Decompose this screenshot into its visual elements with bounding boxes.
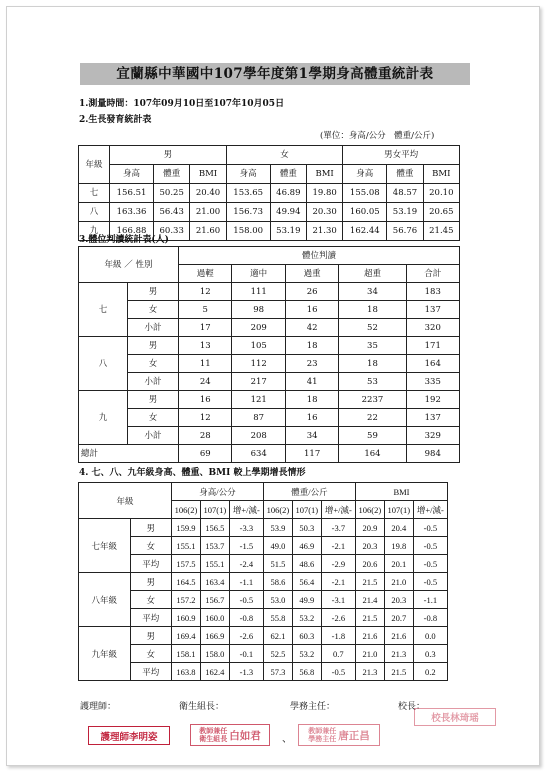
value-cell: 62.1 bbox=[263, 627, 292, 645]
value-cell: 21.5 bbox=[355, 609, 384, 627]
table-row bbox=[79, 409, 460, 427]
value-cell: 20.4 bbox=[384, 519, 413, 537]
value-cell: 20.6 bbox=[355, 555, 384, 573]
principal-stamp-text: 校長林琦瑶 bbox=[431, 713, 479, 724]
value-cell: -1.1 bbox=[229, 573, 263, 591]
value-cell: 60.3 bbox=[292, 627, 321, 645]
value-cell: 335 bbox=[406, 373, 459, 391]
value-cell: 0.0 bbox=[413, 627, 447, 645]
increase-subheader: 增+/減- bbox=[413, 501, 447, 519]
grade-cell: 七 bbox=[79, 184, 110, 203]
value-cell: 208 bbox=[232, 427, 285, 445]
value-cell: 169.4 bbox=[172, 627, 201, 645]
value-cell: 156.51 bbox=[110, 184, 154, 203]
gender-cell: 平均 bbox=[130, 555, 171, 573]
grade-header: 年級 bbox=[79, 146, 110, 184]
value-cell: 21.45 bbox=[423, 222, 459, 241]
value-cell: 50.3 bbox=[292, 519, 321, 537]
value-cell: 155.1 bbox=[200, 555, 229, 573]
value-cell: 183 bbox=[406, 283, 459, 301]
increase-subheader: 107(1) bbox=[200, 501, 229, 519]
value-cell: 20.65 bbox=[423, 203, 459, 222]
value-cell: 20.3 bbox=[355, 537, 384, 555]
value-cell: -2.1 bbox=[321, 537, 355, 555]
growth-subheader: 身高 bbox=[226, 165, 270, 184]
value-cell: 53.2 bbox=[292, 645, 321, 663]
value-cell: 53.19 bbox=[270, 222, 306, 241]
value-cell: 18 bbox=[285, 391, 338, 409]
value-cell: 21.5 bbox=[355, 573, 384, 591]
value-cell: 21.6 bbox=[384, 627, 413, 645]
value-cell: 53.9 bbox=[263, 519, 292, 537]
total-row bbox=[79, 445, 460, 463]
value-cell: 57.3 bbox=[263, 663, 292, 681]
value-cell: 35 bbox=[339, 337, 406, 355]
value-cell: 153.65 bbox=[226, 184, 270, 203]
value-cell: 21.60 bbox=[190, 222, 226, 241]
value-cell: 329 bbox=[406, 427, 459, 445]
value-cell: 21.0 bbox=[355, 645, 384, 663]
group-header-male: 男 bbox=[110, 146, 227, 165]
value-cell: 156.7 bbox=[200, 591, 229, 609]
table-row bbox=[79, 355, 460, 373]
increase-group-bmi: BMI bbox=[355, 483, 447, 501]
value-cell: 112 bbox=[232, 355, 285, 373]
value-cell: 158.0 bbox=[200, 645, 229, 663]
value-cell: -0.8 bbox=[229, 609, 263, 627]
value-cell: 98 bbox=[232, 301, 285, 319]
value-cell: 158.00 bbox=[226, 222, 270, 241]
physique-group-header: 體位判讀 bbox=[179, 247, 460, 265]
value-cell: -1.1 bbox=[413, 591, 447, 609]
academic-stamp-title bbox=[308, 727, 336, 743]
value-cell: 52.5 bbox=[263, 645, 292, 663]
value-cell: 20.3 bbox=[384, 591, 413, 609]
value-cell: -1.8 bbox=[321, 627, 355, 645]
value-cell: 155.1 bbox=[172, 537, 201, 555]
value-cell: 320 bbox=[406, 319, 459, 337]
value-cell: 51.5 bbox=[263, 555, 292, 573]
principal-stamp bbox=[414, 708, 496, 726]
value-cell: 21.3 bbox=[384, 645, 413, 663]
total-value-cell: 69 bbox=[179, 445, 232, 463]
physique-column-header: 過重 bbox=[285, 265, 338, 283]
table-row bbox=[79, 319, 460, 337]
value-cell: -2.6 bbox=[229, 627, 263, 645]
health-chief-stamp bbox=[190, 724, 270, 746]
health-chief-stamp-title bbox=[199, 727, 227, 743]
increase-subheader: 106(2) bbox=[263, 501, 292, 519]
gender-cell: 小計 bbox=[128, 319, 179, 337]
value-cell: 156.5 bbox=[200, 519, 229, 537]
value-cell: 2237 bbox=[339, 391, 406, 409]
increase-group-height: 身高/公分 bbox=[172, 483, 264, 501]
growth-subheader: 體重 bbox=[154, 165, 190, 184]
value-cell: 59 bbox=[339, 427, 406, 445]
grade-gender-header: 年級 ／ 性別 bbox=[79, 247, 179, 283]
value-cell: 17 bbox=[179, 319, 232, 337]
value-cell: 16 bbox=[285, 301, 338, 319]
table-row bbox=[79, 373, 460, 391]
increase-group-weight: 體重/公斤 bbox=[263, 483, 355, 501]
value-cell: 160.0 bbox=[200, 609, 229, 627]
table-row bbox=[79, 427, 460, 445]
value-cell: 55.8 bbox=[263, 609, 292, 627]
value-cell: 105 bbox=[232, 337, 285, 355]
value-cell: 87 bbox=[232, 409, 285, 427]
value-cell: 0.7 bbox=[321, 645, 355, 663]
value-cell: 34 bbox=[285, 427, 338, 445]
value-cell: 158.1 bbox=[172, 645, 201, 663]
value-cell: 0.2 bbox=[413, 663, 447, 681]
measurement-period: 1.測量時間：107年09月10日至107年10月05日 bbox=[79, 99, 285, 109]
value-cell: -0.5 bbox=[321, 663, 355, 681]
gender-cell: 女 bbox=[130, 537, 171, 555]
table-row bbox=[79, 391, 460, 409]
table-row bbox=[79, 627, 448, 645]
table-row bbox=[79, 301, 460, 319]
section-growth-title: 2.生長發育統計表 bbox=[79, 115, 152, 125]
value-cell: 166.88 bbox=[110, 222, 154, 241]
value-cell: -3.1 bbox=[321, 591, 355, 609]
gender-cell: 男 bbox=[128, 391, 179, 409]
gender-cell: 男 bbox=[128, 283, 179, 301]
growth-subheader: BMI bbox=[423, 165, 459, 184]
value-cell: 23 bbox=[285, 355, 338, 373]
value-cell: 153.7 bbox=[200, 537, 229, 555]
value-cell: 21.3 bbox=[355, 663, 384, 681]
value-cell: 0.3 bbox=[413, 645, 447, 663]
value-cell: -0.1 bbox=[229, 645, 263, 663]
table-row bbox=[79, 609, 448, 627]
grade-cell: 七年級 bbox=[79, 519, 131, 573]
academic-director-stamp-name: 唐正昌 bbox=[338, 729, 370, 742]
table-row bbox=[79, 184, 460, 203]
academic-director-stamp bbox=[298, 724, 380, 746]
gender-cell: 女 bbox=[130, 645, 171, 663]
value-cell: 41 bbox=[285, 373, 338, 391]
health-chief-signature-label: 衛生組長： bbox=[179, 702, 225, 712]
value-cell: 13 bbox=[179, 337, 232, 355]
gender-cell: 小計 bbox=[128, 427, 179, 445]
growth-subheader: 身高 bbox=[343, 165, 387, 184]
academic-stamp-title-1: 教師兼任 bbox=[308, 726, 337, 735]
value-cell: 155.08 bbox=[343, 184, 387, 203]
value-cell: 34 bbox=[339, 283, 406, 301]
value-cell: 53.2 bbox=[292, 609, 321, 627]
value-cell: 217 bbox=[232, 373, 285, 391]
total-value-cell: 634 bbox=[232, 445, 285, 463]
increase-grade-header: 年級 bbox=[79, 483, 172, 519]
health-chief-stamp-title-1: 教師兼任 bbox=[199, 726, 228, 735]
gender-cell: 女 bbox=[128, 355, 179, 373]
value-cell: 21.4 bbox=[355, 591, 384, 609]
value-cell: 24 bbox=[179, 373, 232, 391]
health-chief-stamp-name: 白如君 bbox=[229, 729, 261, 742]
value-cell: 48.57 bbox=[387, 184, 423, 203]
value-cell: -0.5 bbox=[229, 591, 263, 609]
physique-column-header: 合計 bbox=[406, 265, 459, 283]
value-cell: 166.9 bbox=[200, 627, 229, 645]
value-cell: 46.9 bbox=[292, 537, 321, 555]
gender-cell: 女 bbox=[128, 409, 179, 427]
health-chief-stamp-title-2: 衛生組長 bbox=[199, 734, 228, 743]
value-cell: -3.3 bbox=[229, 519, 263, 537]
gender-cell: 男 bbox=[130, 573, 171, 591]
value-cell: 53.0 bbox=[263, 591, 292, 609]
increase-subheader: 107(1) bbox=[292, 501, 321, 519]
increase-subheader: 107(1) bbox=[384, 501, 413, 519]
nurse-stamp bbox=[88, 726, 170, 745]
grade-cell: 八 bbox=[79, 203, 110, 222]
value-cell: 56.4 bbox=[292, 573, 321, 591]
value-cell: 162.44 bbox=[343, 222, 387, 241]
value-cell: 21.6 bbox=[355, 627, 384, 645]
table-row bbox=[79, 645, 448, 663]
growth-subheader: BMI bbox=[306, 165, 342, 184]
value-cell: 157.5 bbox=[172, 555, 201, 573]
gender-cell: 平均 bbox=[130, 663, 171, 681]
increase-table bbox=[78, 482, 448, 681]
value-cell: 159.9 bbox=[172, 519, 201, 537]
value-cell: 164.5 bbox=[172, 573, 201, 591]
value-cell: 171 bbox=[406, 337, 459, 355]
value-cell: 28 bbox=[179, 427, 232, 445]
growth-subheader: BMI bbox=[190, 165, 226, 184]
increase-subheader: 增+/減- bbox=[229, 501, 263, 519]
value-cell: 163.4 bbox=[200, 573, 229, 591]
academic-stamp-title-2: 學務主任 bbox=[308, 734, 337, 743]
value-cell: 192 bbox=[406, 391, 459, 409]
section-physique-title: 3.體位判讀統計表(人) bbox=[79, 235, 169, 245]
value-cell: 53.19 bbox=[387, 203, 423, 222]
value-cell: 60.33 bbox=[154, 222, 190, 241]
value-cell: 21.00 bbox=[190, 203, 226, 222]
table-row bbox=[79, 537, 448, 555]
value-cell: -2.9 bbox=[321, 555, 355, 573]
value-cell: 20.9 bbox=[355, 519, 384, 537]
group-header-average: 男女平均 bbox=[343, 146, 460, 165]
growth-table bbox=[78, 145, 460, 241]
value-cell: 163.8 bbox=[172, 663, 201, 681]
value-cell: 12 bbox=[179, 283, 232, 301]
value-cell: 18 bbox=[285, 337, 338, 355]
total-label: 總計 bbox=[79, 445, 179, 463]
value-cell: 157.2 bbox=[172, 591, 201, 609]
gender-cell: 男 bbox=[130, 627, 171, 645]
table-row bbox=[79, 591, 448, 609]
growth-subheader: 體重 bbox=[387, 165, 423, 184]
growth-subheader: 身高 bbox=[110, 165, 154, 184]
value-cell: 164 bbox=[406, 355, 459, 373]
total-value-cell: 117 bbox=[285, 445, 338, 463]
value-cell: 20.40 bbox=[190, 184, 226, 203]
value-cell: 52 bbox=[339, 319, 406, 337]
value-cell: 111 bbox=[232, 283, 285, 301]
value-cell: 11 bbox=[179, 355, 232, 373]
principal-signature-label: 校長： bbox=[398, 702, 426, 712]
value-cell: -2.6 bbox=[321, 609, 355, 627]
increase-subheader: 106(2) bbox=[172, 501, 201, 519]
value-cell: 50.25 bbox=[154, 184, 190, 203]
physique-table bbox=[78, 246, 460, 463]
value-cell: -0.5 bbox=[413, 573, 447, 591]
table-row bbox=[79, 555, 448, 573]
gender-cell: 男 bbox=[130, 519, 171, 537]
value-cell: 16 bbox=[285, 409, 338, 427]
table-row bbox=[79, 663, 448, 681]
value-cell: 49.94 bbox=[270, 203, 306, 222]
value-cell: -2.1 bbox=[321, 573, 355, 591]
value-cell: 137 bbox=[406, 301, 459, 319]
total-value-cell: 984 bbox=[406, 445, 459, 463]
increase-subheader: 增+/減- bbox=[321, 501, 355, 519]
value-cell: 121 bbox=[232, 391, 285, 409]
value-cell: 53 bbox=[339, 373, 406, 391]
value-cell: 18 bbox=[339, 355, 406, 373]
value-cell: -0.8 bbox=[413, 609, 447, 627]
section-increase-title: 4. 七、八、九年級身高、體重、BMI 較上學期增長情形 bbox=[79, 468, 306, 478]
group-header-female: 女 bbox=[226, 146, 343, 165]
gender-cell: 小計 bbox=[128, 373, 179, 391]
value-cell: 22 bbox=[339, 409, 406, 427]
value-cell: 26 bbox=[285, 283, 338, 301]
value-cell: 16 bbox=[179, 391, 232, 409]
value-cell: 46.89 bbox=[270, 184, 306, 203]
value-cell: -0.5 bbox=[413, 537, 447, 555]
value-cell: -2.4 bbox=[229, 555, 263, 573]
value-cell: 162.4 bbox=[200, 663, 229, 681]
value-cell: 42 bbox=[285, 319, 338, 337]
gender-cell: 女 bbox=[130, 591, 171, 609]
value-cell: 160.9 bbox=[172, 609, 201, 627]
value-cell: -0.5 bbox=[413, 555, 447, 573]
document-title: 宜蘭縣中華國中107學年度第1學期身高體重統計表 bbox=[80, 63, 470, 85]
table-row bbox=[79, 519, 448, 537]
table-row bbox=[79, 573, 448, 591]
grade-cell: 七 bbox=[79, 283, 128, 337]
table-row bbox=[79, 283, 460, 301]
growth-subheader: 體重 bbox=[270, 165, 306, 184]
value-cell: 160.05 bbox=[343, 203, 387, 222]
grade-cell: 九年級 bbox=[79, 627, 131, 681]
value-cell: 137 bbox=[406, 409, 459, 427]
physique-column-header: 超重 bbox=[339, 265, 406, 283]
nurse-signature-label: 護理師： bbox=[80, 702, 117, 712]
grade-cell: 八 bbox=[79, 337, 128, 391]
physique-column-header: 過輕 bbox=[179, 265, 232, 283]
value-cell: 56.76 bbox=[387, 222, 423, 241]
gender-cell: 平均 bbox=[130, 609, 171, 627]
value-cell: 20.10 bbox=[423, 184, 459, 203]
value-cell: 5 bbox=[179, 301, 232, 319]
value-cell: 58.6 bbox=[263, 573, 292, 591]
value-cell: 20.30 bbox=[306, 203, 342, 222]
stamp-separator: 、 bbox=[282, 734, 292, 745]
value-cell: 21.0 bbox=[384, 573, 413, 591]
academic-director-signature-label: 學務主任： bbox=[290, 702, 336, 712]
value-cell: 19.80 bbox=[306, 184, 342, 203]
value-cell: 156.73 bbox=[226, 203, 270, 222]
value-cell: 19.8 bbox=[384, 537, 413, 555]
value-cell: 49.9 bbox=[292, 591, 321, 609]
physique-column-header: 適中 bbox=[232, 265, 285, 283]
value-cell: 49.0 bbox=[263, 537, 292, 555]
value-cell: 21.30 bbox=[306, 222, 342, 241]
value-cell: 48.6 bbox=[292, 555, 321, 573]
value-cell: -1.3 bbox=[229, 663, 263, 681]
grade-cell: 八年級 bbox=[79, 573, 131, 627]
grade-cell: 九 bbox=[79, 391, 128, 445]
value-cell: 56.8 bbox=[292, 663, 321, 681]
table-row bbox=[79, 203, 460, 222]
value-cell: 18 bbox=[339, 301, 406, 319]
value-cell: 12 bbox=[179, 409, 232, 427]
value-cell: -3.7 bbox=[321, 519, 355, 537]
value-cell: -0.5 bbox=[413, 519, 447, 537]
value-cell: -1.5 bbox=[229, 537, 263, 555]
table-row bbox=[79, 337, 460, 355]
gender-cell: 男 bbox=[128, 337, 179, 355]
grade-cell: 九 bbox=[79, 222, 110, 241]
value-cell: 56.43 bbox=[154, 203, 190, 222]
gender-cell: 女 bbox=[128, 301, 179, 319]
value-cell: 209 bbox=[232, 319, 285, 337]
unit-note: (單位：身高/公分 體重/公斤) bbox=[320, 131, 435, 141]
value-cell: 21.5 bbox=[384, 663, 413, 681]
value-cell: 20.7 bbox=[384, 609, 413, 627]
increase-subheader: 106(2) bbox=[355, 501, 384, 519]
nurse-stamp-text: 護理師李明姿 bbox=[100, 731, 158, 743]
value-cell: 163.36 bbox=[110, 203, 154, 222]
value-cell: 20.1 bbox=[384, 555, 413, 573]
total-value-cell: 164 bbox=[339, 445, 406, 463]
